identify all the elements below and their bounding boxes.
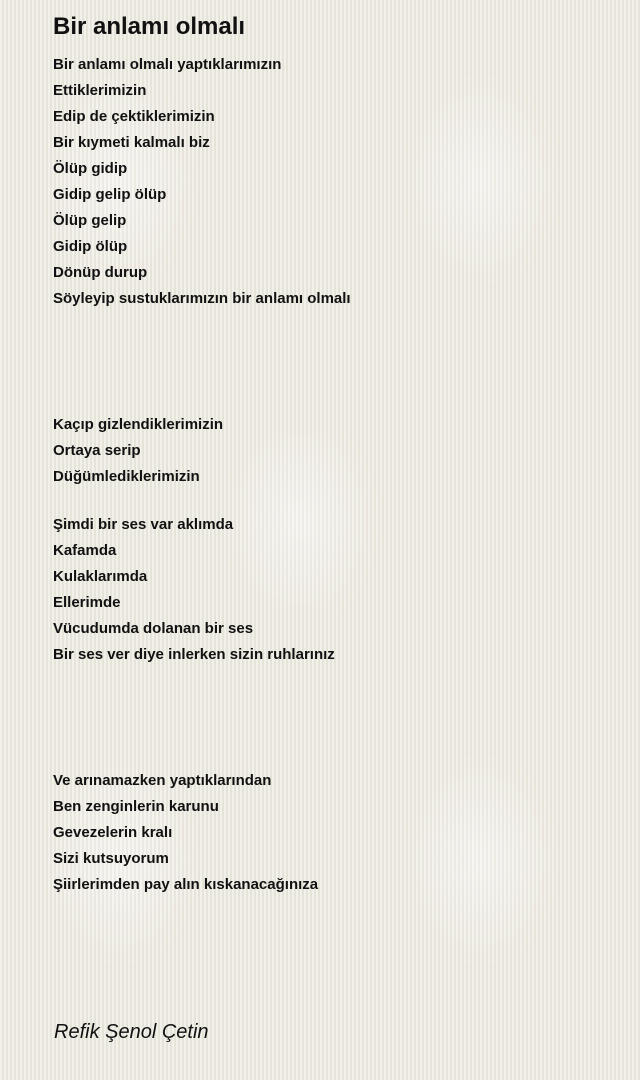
stanza-1 [53,52,613,312]
poem-line: Şiirlerimden pay alın kıskanacağınıza [53,876,319,893]
poem-line: Ölüp gidip [53,160,128,177]
poem-line: Bir anlamı olmalı yaptıklarımızın [53,56,282,73]
stanza-gap [53,668,613,768]
stanza-4 [53,768,613,898]
poem-line: Kaçıp gizlendiklerimizin [53,416,224,433]
poem-line: Ellerimde [53,594,121,611]
poem-author: Refik Şenol Çetin [54,1021,209,1043]
poem-line: Düğümlediklerimizin [53,468,200,485]
poem-line: Gidip gelip ölüp [53,186,167,203]
poem-container [53,12,613,898]
poem-line: Kulaklarımda [53,568,148,585]
stanza-gap [53,312,613,412]
stanza-3 [53,512,613,668]
poem-line: Dönüp durup [53,264,148,281]
poem-line: Şimdi bir ses var aklımda [53,516,234,533]
poem-line: Ettiklerimizin [53,82,147,99]
poem-line: Gevezelerin kralı [53,824,173,841]
poem-line: Gidip ölüp [53,238,128,255]
poem-line: Sizi kutsuyorum [53,850,169,867]
poem-title: Bir anlamı olmalı [53,13,246,40]
poem-line: Söyleyip sustuklarımızın bir anlamı olmalı [53,290,351,307]
poem-line: Kafamda [53,542,117,559]
poem-line: Bir ses ver diye inlerken sizin ruhlarınız [53,646,335,663]
poem-line: Ortaya serip [53,442,141,459]
poem-line: Vücudumda dolanan bir ses [53,620,254,637]
stanza-gap [53,490,613,512]
poem-line: Ben zenginlerin karunu [53,798,219,815]
poem-line: Bir kıymeti kalmalı biz [53,134,210,151]
poem-line: Ölüp gelip [53,212,127,229]
stanza-2 [53,412,613,490]
poem-line: Edip de çektiklerimizin [53,108,215,125]
poem-line: Ve arınamazken yaptıklarından [53,772,272,789]
